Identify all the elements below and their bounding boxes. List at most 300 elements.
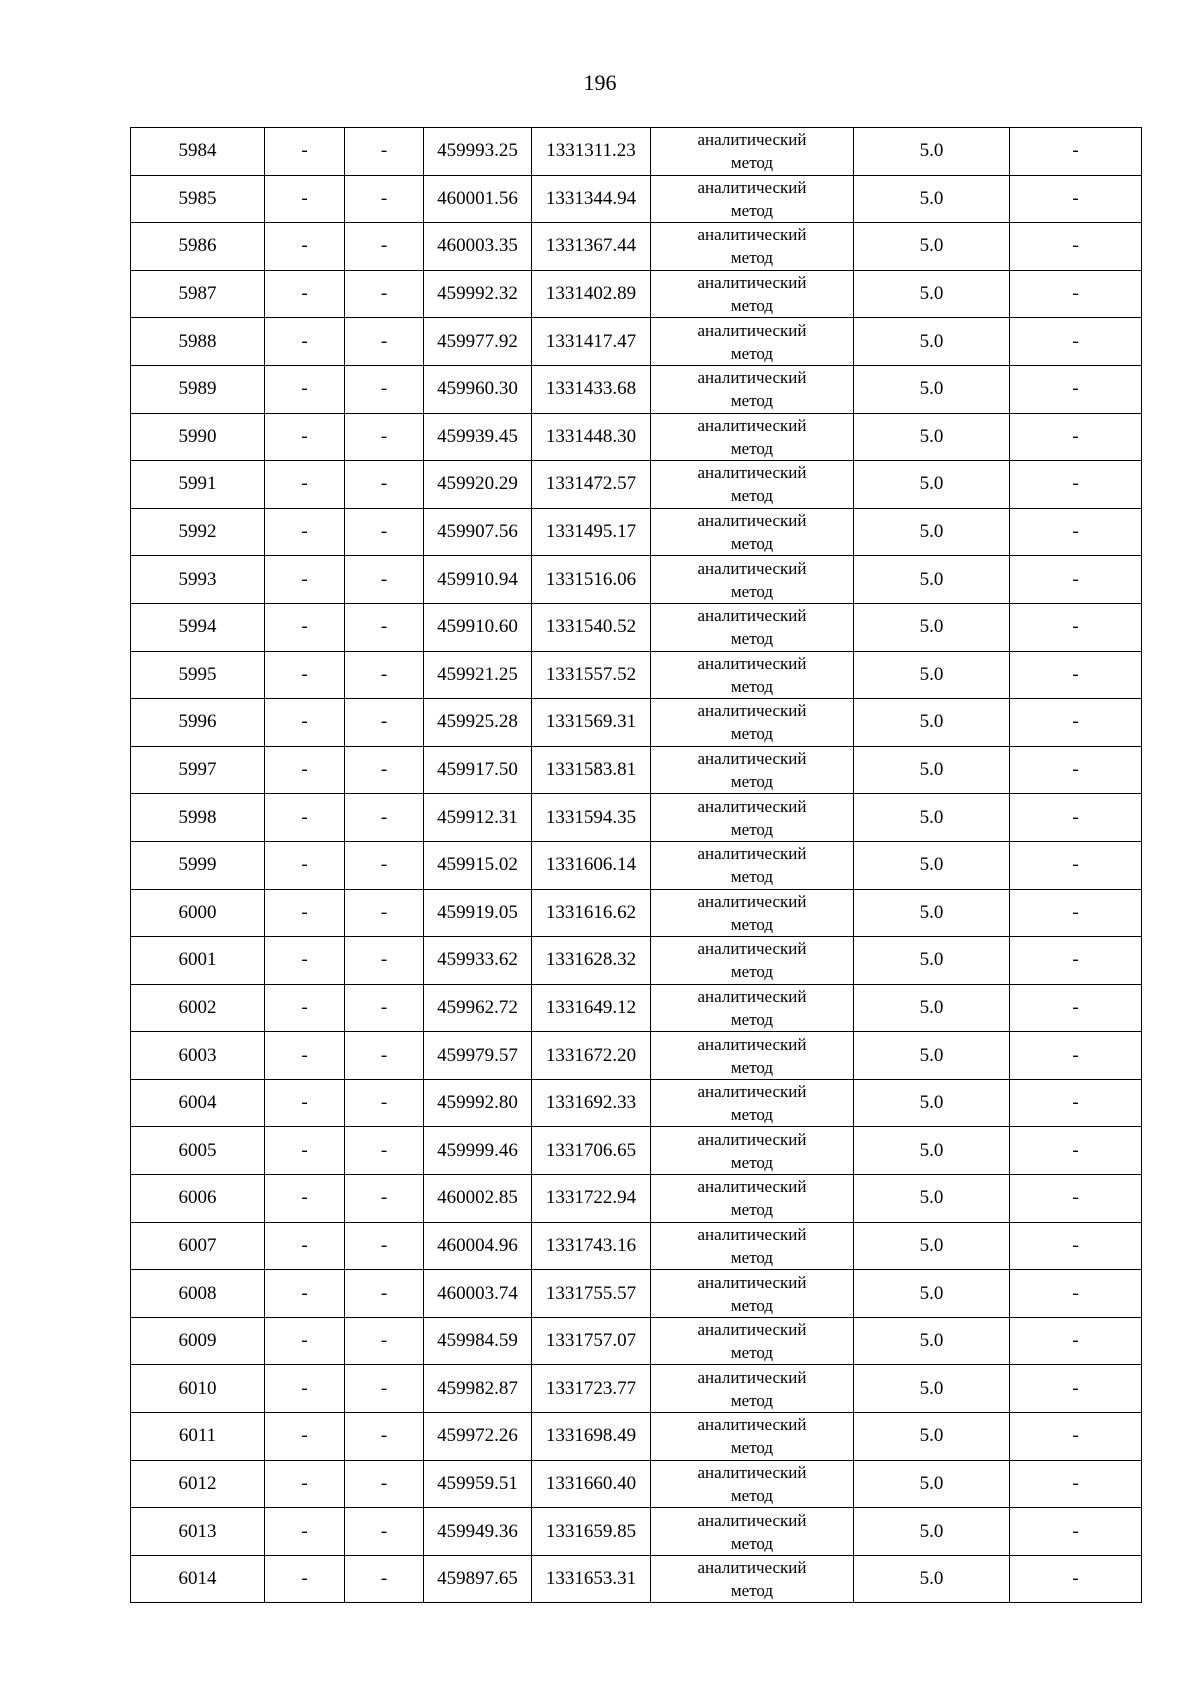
point-number-cell: 6012	[131, 1460, 265, 1508]
method-line-2: метод	[730, 391, 774, 411]
method-line-2: метод	[730, 1200, 774, 1220]
x-coordinate-cell: 459925.28	[424, 699, 532, 747]
method-line-1: аналитический	[697, 1224, 807, 1244]
method-line-1: аналитический	[697, 986, 807, 1006]
dash-cell-a: -	[265, 1365, 345, 1413]
dash-cell-b: -	[345, 746, 424, 794]
dash-cell-c: -	[1010, 746, 1142, 794]
accuracy-cell: 5.0	[854, 556, 1010, 604]
dash-cell-b: -	[345, 699, 424, 747]
method-line-1: аналитический	[697, 130, 807, 150]
dash-cell-a: -	[265, 651, 345, 699]
dash-cell-a: -	[265, 318, 345, 366]
method-line-1: аналитический	[697, 1034, 807, 1054]
method-cell	[651, 1032, 854, 1080]
x-coordinate-cell: 460001.56	[424, 175, 532, 223]
method-line-1: аналитический	[697, 511, 807, 531]
method-line-1: аналитический	[697, 606, 807, 626]
point-number-cell: 6013	[131, 1508, 265, 1556]
x-coordinate-cell: 459912.31	[424, 794, 532, 842]
table-row	[131, 556, 1142, 604]
point-number-cell: 5990	[131, 413, 265, 461]
method-line-1: аналитический	[697, 653, 807, 673]
point-number-cell: 5988	[131, 318, 265, 366]
accuracy-cell: 5.0	[854, 223, 1010, 271]
dash-cell-b: -	[345, 651, 424, 699]
method-cell	[651, 651, 854, 699]
method-line-2: метод	[730, 296, 774, 316]
point-number-cell: 5989	[131, 365, 265, 413]
method-cell	[651, 318, 854, 366]
dash-cell-c: -	[1010, 1460, 1142, 1508]
accuracy-cell: 5.0	[854, 1127, 1010, 1175]
point-number-cell: 5998	[131, 794, 265, 842]
y-coordinate-cell: 1331516.06	[532, 556, 651, 604]
method-line-2: метод	[730, 1438, 774, 1458]
table-row	[131, 889, 1142, 937]
dash-cell-a: -	[265, 508, 345, 556]
table-row	[131, 1175, 1142, 1223]
dash-cell-a: -	[265, 1555, 345, 1603]
x-coordinate-cell: 459977.92	[424, 318, 532, 366]
x-coordinate-cell: 459984.59	[424, 1317, 532, 1365]
method-line-1: аналитический	[697, 1367, 807, 1387]
accuracy-cell: 5.0	[854, 1222, 1010, 1270]
method-line-1: аналитический	[697, 796, 807, 816]
dash-cell-b: -	[345, 270, 424, 318]
y-coordinate-cell: 1331659.85	[532, 1508, 651, 1556]
x-coordinate-cell: 460003.35	[424, 223, 532, 271]
point-number-cell: 6001	[131, 937, 265, 985]
point-number-cell: 5985	[131, 175, 265, 223]
dash-cell-a: -	[265, 556, 345, 604]
table-row	[131, 1079, 1142, 1127]
dash-cell-c: -	[1010, 175, 1142, 223]
method-line-2: метод	[730, 867, 774, 887]
dash-cell-b: -	[345, 1270, 424, 1318]
table-row	[131, 175, 1142, 223]
dash-cell-b: -	[345, 223, 424, 271]
accuracy-cell: 5.0	[854, 746, 1010, 794]
x-coordinate-cell: 459999.46	[424, 1127, 532, 1175]
accuracy-cell: 5.0	[854, 1365, 1010, 1413]
table-row	[131, 1270, 1142, 1318]
accuracy-cell: 5.0	[854, 1032, 1010, 1080]
table-row	[131, 128, 1142, 176]
y-coordinate-cell: 1331402.89	[532, 270, 651, 318]
dash-cell-b: -	[345, 1127, 424, 1175]
dash-cell-a: -	[265, 1127, 345, 1175]
dash-cell-a: -	[265, 413, 345, 461]
accuracy-cell: 5.0	[854, 508, 1010, 556]
y-coordinate-cell: 1331344.94	[532, 175, 651, 223]
dash-cell-a: -	[265, 603, 345, 651]
dash-cell-a: -	[265, 461, 345, 509]
dash-cell-c: -	[1010, 1032, 1142, 1080]
method-cell	[651, 270, 854, 318]
method-line-1: аналитический	[697, 1320, 807, 1340]
x-coordinate-cell: 459982.87	[424, 1365, 532, 1413]
x-coordinate-cell: 459933.62	[424, 937, 532, 985]
accuracy-cell: 5.0	[854, 413, 1010, 461]
point-number-cell: 6002	[131, 984, 265, 1032]
point-number-cell: 5994	[131, 603, 265, 651]
table-row	[131, 413, 1142, 461]
x-coordinate-cell: 460003.74	[424, 1270, 532, 1318]
table-row	[131, 1222, 1142, 1270]
table-row	[131, 1413, 1142, 1461]
dash-cell-c: -	[1010, 1222, 1142, 1270]
method-cell	[651, 413, 854, 461]
dash-cell-b: -	[345, 508, 424, 556]
accuracy-cell: 5.0	[854, 1175, 1010, 1223]
method-line-1: аналитический	[697, 463, 807, 483]
method-line-1: аналитический	[697, 225, 807, 245]
dash-cell-b: -	[345, 413, 424, 461]
table-row	[131, 223, 1142, 271]
dash-cell-c: -	[1010, 365, 1142, 413]
dash-cell-a: -	[265, 841, 345, 889]
dash-cell-c: -	[1010, 794, 1142, 842]
method-line-1: аналитический	[697, 1082, 807, 1102]
dash-cell-b: -	[345, 1175, 424, 1223]
accuracy-cell: 5.0	[854, 889, 1010, 937]
table-row	[131, 603, 1142, 651]
table-row	[131, 699, 1142, 747]
accuracy-cell: 5.0	[854, 841, 1010, 889]
dash-cell-a: -	[265, 1032, 345, 1080]
x-coordinate-cell: 459919.05	[424, 889, 532, 937]
dash-cell-a: -	[265, 699, 345, 747]
accuracy-cell: 5.0	[854, 270, 1010, 318]
method-cell	[651, 175, 854, 223]
accuracy-cell: 5.0	[854, 937, 1010, 985]
method-line-2: метод	[730, 1152, 774, 1172]
dash-cell-c: -	[1010, 1317, 1142, 1365]
x-coordinate-cell: 460002.85	[424, 1175, 532, 1223]
dash-cell-a: -	[265, 365, 345, 413]
dash-cell-c: -	[1010, 937, 1142, 985]
dash-cell-a: -	[265, 270, 345, 318]
method-line-2: метод	[730, 1533, 774, 1553]
dash-cell-c: -	[1010, 1508, 1142, 1556]
y-coordinate-cell: 1331692.33	[532, 1079, 651, 1127]
method-cell	[651, 223, 854, 271]
method-line-2: метод	[730, 1295, 774, 1315]
y-coordinate-cell: 1331722.94	[532, 1175, 651, 1223]
method-cell	[651, 841, 854, 889]
method-cell	[651, 1460, 854, 1508]
dash-cell-b: -	[345, 175, 424, 223]
method-cell	[651, 556, 854, 604]
method-line-2: метод	[730, 1057, 774, 1077]
method-cell	[651, 1413, 854, 1461]
table-row	[131, 1555, 1142, 1603]
y-coordinate-cell: 1331606.14	[532, 841, 651, 889]
dash-cell-c: -	[1010, 1413, 1142, 1461]
table-row	[131, 508, 1142, 556]
method-line-1: аналитический	[697, 1129, 807, 1149]
x-coordinate-cell: 459920.29	[424, 461, 532, 509]
x-coordinate-cell: 459959.51	[424, 1460, 532, 1508]
point-number-cell: 6014	[131, 1555, 265, 1603]
x-coordinate-cell: 459907.56	[424, 508, 532, 556]
dash-cell-b: -	[345, 1460, 424, 1508]
method-line-2: метод	[730, 724, 774, 744]
method-cell	[651, 1175, 854, 1223]
method-line-2: метод	[730, 486, 774, 506]
accuracy-cell: 5.0	[854, 794, 1010, 842]
y-coordinate-cell: 1331311.23	[532, 128, 651, 176]
dash-cell-a: -	[265, 1413, 345, 1461]
table-row	[131, 984, 1142, 1032]
x-coordinate-cell: 459972.26	[424, 1413, 532, 1461]
accuracy-cell: 5.0	[854, 128, 1010, 176]
dash-cell-c: -	[1010, 1127, 1142, 1175]
dash-cell-a: -	[265, 223, 345, 271]
dash-cell-b: -	[345, 128, 424, 176]
y-coordinate-cell: 1331495.17	[532, 508, 651, 556]
accuracy-cell: 5.0	[854, 365, 1010, 413]
point-number-cell: 5997	[131, 746, 265, 794]
table-row	[131, 841, 1142, 889]
point-number-cell: 5996	[131, 699, 265, 747]
dash-cell-a: -	[265, 794, 345, 842]
x-coordinate-cell: 459960.30	[424, 365, 532, 413]
x-coordinate-cell: 459962.72	[424, 984, 532, 1032]
dash-cell-c: -	[1010, 128, 1142, 176]
dash-cell-a: -	[265, 1270, 345, 1318]
point-number-cell: 5995	[131, 651, 265, 699]
dash-cell-c: -	[1010, 651, 1142, 699]
point-number-cell: 6003	[131, 1032, 265, 1080]
dash-cell-a: -	[265, 1175, 345, 1223]
method-line-1: аналитический	[697, 701, 807, 721]
method-cell	[651, 889, 854, 937]
dash-cell-c: -	[1010, 461, 1142, 509]
y-coordinate-cell: 1331616.62	[532, 889, 651, 937]
table-row	[131, 461, 1142, 509]
page-number: 196	[583, 70, 617, 95]
method-line-1: аналитический	[697, 1558, 807, 1578]
x-coordinate-cell: 459992.80	[424, 1079, 532, 1127]
table-row	[131, 1365, 1142, 1413]
dash-cell-a: -	[265, 937, 345, 985]
accuracy-cell: 5.0	[854, 175, 1010, 223]
dash-cell-c: -	[1010, 318, 1142, 366]
method-line-2: метод	[730, 629, 774, 649]
method-line-1: аналитический	[697, 1510, 807, 1530]
x-coordinate-cell: 459910.60	[424, 603, 532, 651]
method-cell	[651, 794, 854, 842]
method-cell	[651, 699, 854, 747]
accuracy-cell: 5.0	[854, 1555, 1010, 1603]
y-coordinate-cell: 1331755.57	[532, 1270, 651, 1318]
dash-cell-b: -	[345, 937, 424, 985]
dash-cell-c: -	[1010, 508, 1142, 556]
method-line-2: метод	[730, 200, 774, 220]
point-number-cell: 6005	[131, 1127, 265, 1175]
method-line-2: метод	[730, 962, 774, 982]
point-number-cell: 6004	[131, 1079, 265, 1127]
dash-cell-a: -	[265, 175, 345, 223]
x-coordinate-cell: 459897.65	[424, 1555, 532, 1603]
dash-cell-a: -	[265, 1317, 345, 1365]
y-coordinate-cell: 1331723.77	[532, 1365, 651, 1413]
method-line-2: метод	[730, 248, 774, 268]
y-coordinate-cell: 1331757.07	[532, 1317, 651, 1365]
x-coordinate-cell: 459949.36	[424, 1508, 532, 1556]
method-line-1: аналитический	[697, 368, 807, 388]
point-number-cell: 5991	[131, 461, 265, 509]
method-cell	[651, 1127, 854, 1175]
table-row	[131, 1032, 1142, 1080]
x-coordinate-cell: 460004.96	[424, 1222, 532, 1270]
dash-cell-a: -	[265, 1222, 345, 1270]
accuracy-cell: 5.0	[854, 603, 1010, 651]
dash-cell-b: -	[345, 794, 424, 842]
method-line-2: метод	[730, 581, 774, 601]
dash-cell-a: -	[265, 1460, 345, 1508]
method-line-2: метод	[730, 1390, 774, 1410]
method-cell	[651, 461, 854, 509]
dash-cell-b: -	[345, 556, 424, 604]
point-number-cell: 5984	[131, 128, 265, 176]
accuracy-cell: 5.0	[854, 984, 1010, 1032]
method-line-2: метод	[730, 438, 774, 458]
y-coordinate-cell: 1331698.49	[532, 1413, 651, 1461]
method-cell	[651, 984, 854, 1032]
accuracy-cell: 5.0	[854, 699, 1010, 747]
method-cell	[651, 1222, 854, 1270]
dash-cell-c: -	[1010, 1365, 1142, 1413]
method-line-2: метод	[730, 819, 774, 839]
point-number-cell: 6006	[131, 1175, 265, 1223]
y-coordinate-cell: 1331660.40	[532, 1460, 651, 1508]
dash-cell-c: -	[1010, 984, 1142, 1032]
method-line-2: метод	[730, 534, 774, 554]
accuracy-cell: 5.0	[854, 1508, 1010, 1556]
method-cell	[651, 1555, 854, 1603]
accuracy-cell: 5.0	[854, 1460, 1010, 1508]
method-line-1: аналитический	[697, 1177, 807, 1197]
dash-cell-b: -	[345, 1508, 424, 1556]
method-line-1: аналитический	[697, 320, 807, 340]
y-coordinate-cell: 1331743.16	[532, 1222, 651, 1270]
method-cell	[651, 1270, 854, 1318]
method-line-1: аналитический	[697, 844, 807, 864]
accuracy-cell: 5.0	[854, 651, 1010, 699]
method-line-2: метод	[730, 1485, 774, 1505]
method-cell	[651, 1508, 854, 1556]
method-line-2: метод	[730, 676, 774, 696]
method-cell	[651, 508, 854, 556]
method-cell	[651, 1365, 854, 1413]
accuracy-cell: 5.0	[854, 1270, 1010, 1318]
table-row	[131, 1317, 1142, 1365]
accuracy-cell: 5.0	[854, 1079, 1010, 1127]
point-number-cell: 6008	[131, 1270, 265, 1318]
method-line-2: метод	[730, 153, 774, 173]
point-number-cell: 5986	[131, 223, 265, 271]
table-row	[131, 746, 1142, 794]
point-number-cell: 5999	[131, 841, 265, 889]
y-coordinate-cell: 1331417.47	[532, 318, 651, 366]
point-number-cell: 6007	[131, 1222, 265, 1270]
y-coordinate-cell: 1331448.30	[532, 413, 651, 461]
table-row	[131, 1460, 1142, 1508]
method-line-1: аналитический	[697, 177, 807, 197]
accuracy-cell: 5.0	[854, 1413, 1010, 1461]
dash-cell-c: -	[1010, 556, 1142, 604]
method-line-1: аналитический	[697, 891, 807, 911]
method-cell	[651, 746, 854, 794]
method-line-1: аналитический	[697, 273, 807, 293]
dash-cell-c: -	[1010, 1270, 1142, 1318]
x-coordinate-cell: 459915.02	[424, 841, 532, 889]
dash-cell-a: -	[265, 1079, 345, 1127]
method-line-1: аналитический	[697, 558, 807, 578]
method-cell	[651, 128, 854, 176]
y-coordinate-cell: 1331472.57	[532, 461, 651, 509]
point-number-cell: 6000	[131, 889, 265, 937]
dash-cell-b: -	[345, 1222, 424, 1270]
dash-cell-a: -	[265, 889, 345, 937]
method-line-1: аналитический	[697, 749, 807, 769]
accuracy-cell: 5.0	[854, 1317, 1010, 1365]
y-coordinate-cell: 1331367.44	[532, 223, 651, 271]
method-cell	[651, 365, 854, 413]
table-row	[131, 794, 1142, 842]
y-coordinate-cell: 1331433.68	[532, 365, 651, 413]
dash-cell-c: -	[1010, 270, 1142, 318]
point-number-cell: 5992	[131, 508, 265, 556]
y-coordinate-cell: 1331569.31	[532, 699, 651, 747]
y-coordinate-cell: 1331557.52	[532, 651, 651, 699]
method-cell	[651, 1079, 854, 1127]
table-row	[131, 1508, 1142, 1556]
method-line-2: метод	[730, 343, 774, 363]
y-coordinate-cell: 1331672.20	[532, 1032, 651, 1080]
y-coordinate-cell: 1331628.32	[532, 937, 651, 985]
table-row	[131, 1127, 1142, 1175]
table-row	[131, 365, 1142, 413]
dash-cell-b: -	[345, 841, 424, 889]
method-line-1: аналитический	[697, 1272, 807, 1292]
x-coordinate-cell: 459921.25	[424, 651, 532, 699]
dash-cell-a: -	[265, 746, 345, 794]
method-cell	[651, 603, 854, 651]
dash-cell-b: -	[345, 318, 424, 366]
point-number-cell: 6009	[131, 1317, 265, 1365]
dash-cell-b: -	[345, 1032, 424, 1080]
dash-cell-c: -	[1010, 603, 1142, 651]
table-body	[131, 128, 1142, 1603]
method-line-1: аналитический	[697, 1415, 807, 1435]
y-coordinate-cell: 1331583.81	[532, 746, 651, 794]
method-line-2: метод	[730, 914, 774, 934]
dash-cell-a: -	[265, 1508, 345, 1556]
coordinates-table	[130, 127, 1142, 1603]
point-number-cell: 6011	[131, 1413, 265, 1461]
dash-cell-b: -	[345, 1555, 424, 1603]
point-number-cell: 5993	[131, 556, 265, 604]
dash-cell-b: -	[345, 461, 424, 509]
x-coordinate-cell: 459993.25	[424, 128, 532, 176]
y-coordinate-cell: 1331706.65	[532, 1127, 651, 1175]
method-line-1: аналитический	[697, 1462, 807, 1482]
dash-cell-a: -	[265, 128, 345, 176]
